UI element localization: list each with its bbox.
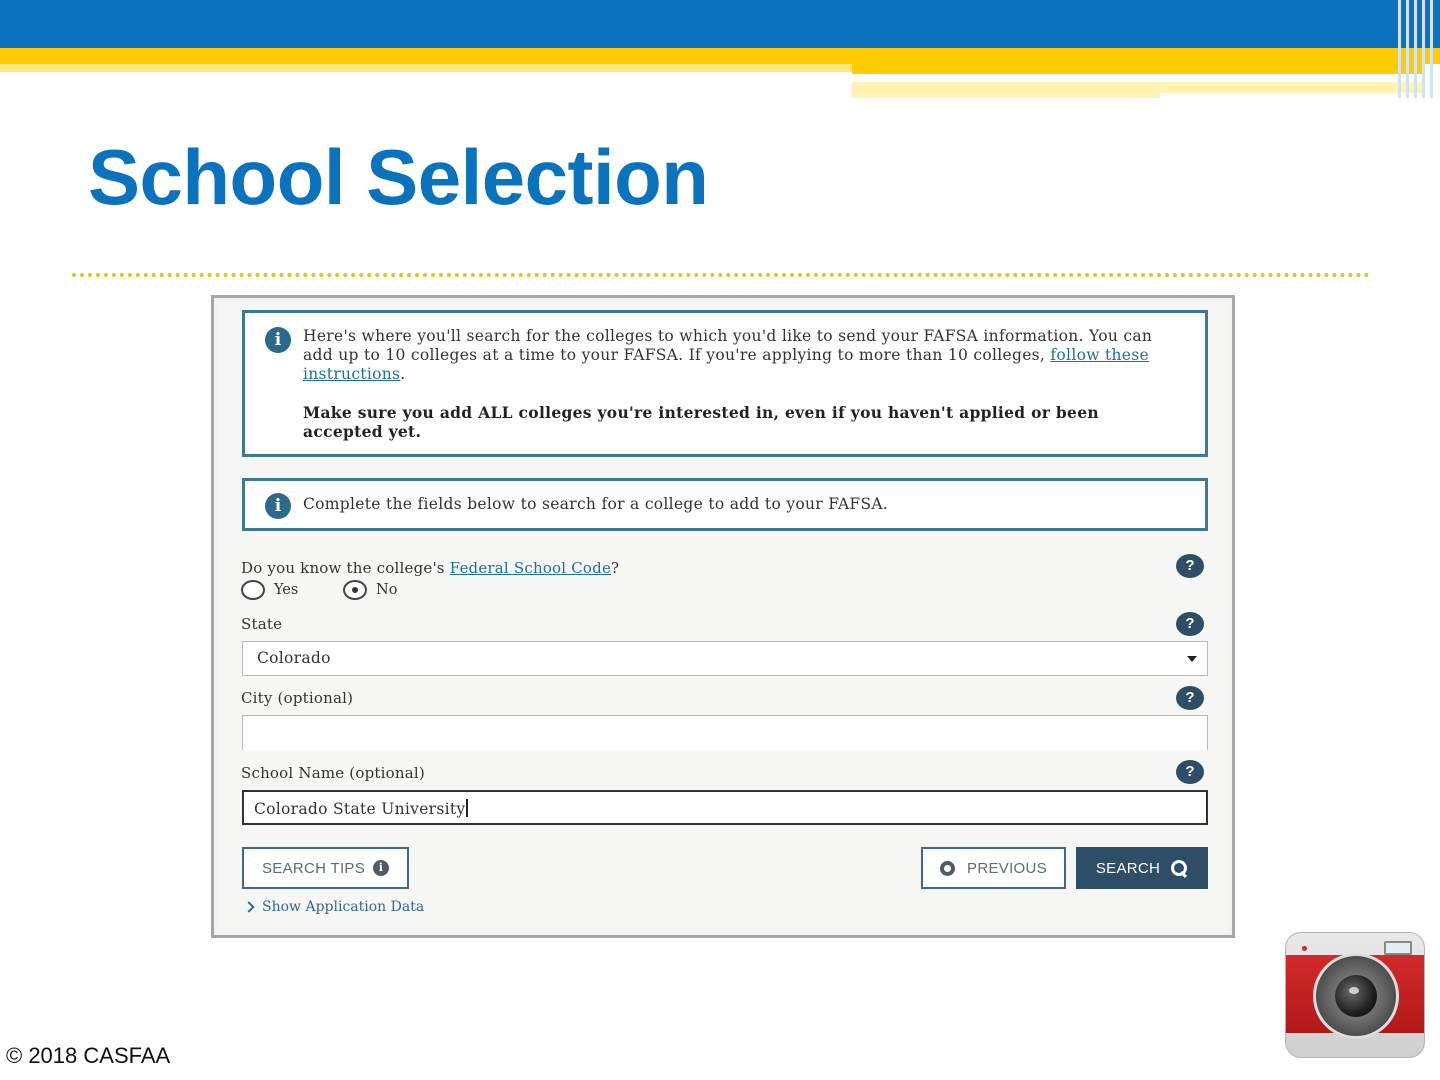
- top-banner-yellow-right: [852, 64, 1422, 74]
- federal-school-code-link[interactable]: Federal School Code: [449, 559, 612, 577]
- top-banner-blue: [0, 0, 1440, 48]
- federal-code-question: Do you know the college's Federal School Code?: [241, 559, 620, 577]
- info-complete-fields-text: Complete the fields below to search for a college to add to your FAFSA.: [303, 495, 889, 513]
- school-name-input[interactable]: [242, 790, 1208, 825]
- help-icon-state[interactable]: ?: [1176, 612, 1204, 636]
- info-box-complete-fields: [242, 478, 1208, 531]
- search-label: SEARCH: [1095, 859, 1161, 877]
- top-banner-stripes: [1392, 0, 1440, 98]
- school-name-label: School Name (optional): [241, 764, 425, 782]
- search-tips-button[interactable]: [242, 847, 409, 889]
- info-icon: i: [265, 493, 291, 519]
- previous-label: PREVIOUS: [967, 859, 1047, 877]
- radio-no-circle[interactable]: [343, 580, 367, 600]
- chevron-down-icon: [1187, 656, 1197, 662]
- chevron-right-icon: [243, 901, 254, 912]
- help-icon-federal-code[interactable]: ?: [1176, 554, 1204, 578]
- state-label: State: [241, 615, 283, 633]
- radio-no-label: No: [376, 582, 398, 598]
- state-select[interactable]: [242, 641, 1208, 676]
- state-select-value: Colorado: [257, 649, 331, 667]
- radio-yes-label: Yes: [274, 582, 299, 598]
- info-icon: i: [265, 327, 291, 353]
- top-banner-line-2: [1160, 93, 1422, 99]
- school-name-input-value: Colorado State University: [254, 800, 466, 818]
- footer-copyright: © 2018 CASFAA: [6, 1043, 171, 1068]
- follow-instructions-link[interactable]: follow these instructions: [303, 346, 1150, 383]
- info-instructions-text: Here's where you'll search for the colleges to which you'd like to send your FAFSA information. You can add up to 10 colleges at a time to your FAFSA. If you're applying to more than 10 colleges, follow these instructions.: [303, 327, 1153, 383]
- search-tips-label: SEARCH TIPS: [261, 859, 366, 877]
- radio-no[interactable]: [343, 580, 397, 600]
- top-banner-yellow: [0, 48, 1440, 64]
- fafsa-screenshot: [211, 295, 1235, 938]
- slide-title: School Selection: [88, 133, 709, 221]
- info-box-instructions: [242, 310, 1208, 457]
- camera-lens-inner: [1335, 975, 1377, 1017]
- show-application-data-label: Show Application Data: [262, 899, 425, 915]
- camera-viewfinder: [1384, 941, 1412, 955]
- camera-led: [1302, 946, 1307, 951]
- show-application-data-link[interactable]: [245, 899, 424, 915]
- help-icon-school-name[interactable]: ?: [1176, 760, 1204, 784]
- city-label: City (optional): [241, 689, 354, 707]
- text-cursor: [466, 799, 468, 817]
- camera-lens: [1313, 953, 1399, 1039]
- title-divider: [72, 273, 1370, 277]
- previous-button[interactable]: [921, 847, 1066, 889]
- search-icon: [1170, 859, 1188, 877]
- top-banner-yellow-light: [0, 64, 852, 72]
- previous-circle-icon: [940, 861, 955, 876]
- help-icon-city[interactable]: ?: [1176, 686, 1204, 710]
- info-icon: i: [373, 860, 389, 876]
- radio-yes[interactable]: [241, 580, 298, 600]
- radio-yes-circle[interactable]: [241, 580, 265, 600]
- info-bold-text: Make sure you add ALL colleges you're interested in, even if you haven't applied or been accepted yet.: [303, 403, 1099, 441]
- camera-icon: [1285, 932, 1425, 1058]
- fafsa-form-panel: [218, 302, 1228, 931]
- camera-lens-glint: [1349, 987, 1359, 994]
- city-input[interactable]: [242, 715, 1208, 750]
- search-button[interactable]: [1076, 847, 1208, 889]
